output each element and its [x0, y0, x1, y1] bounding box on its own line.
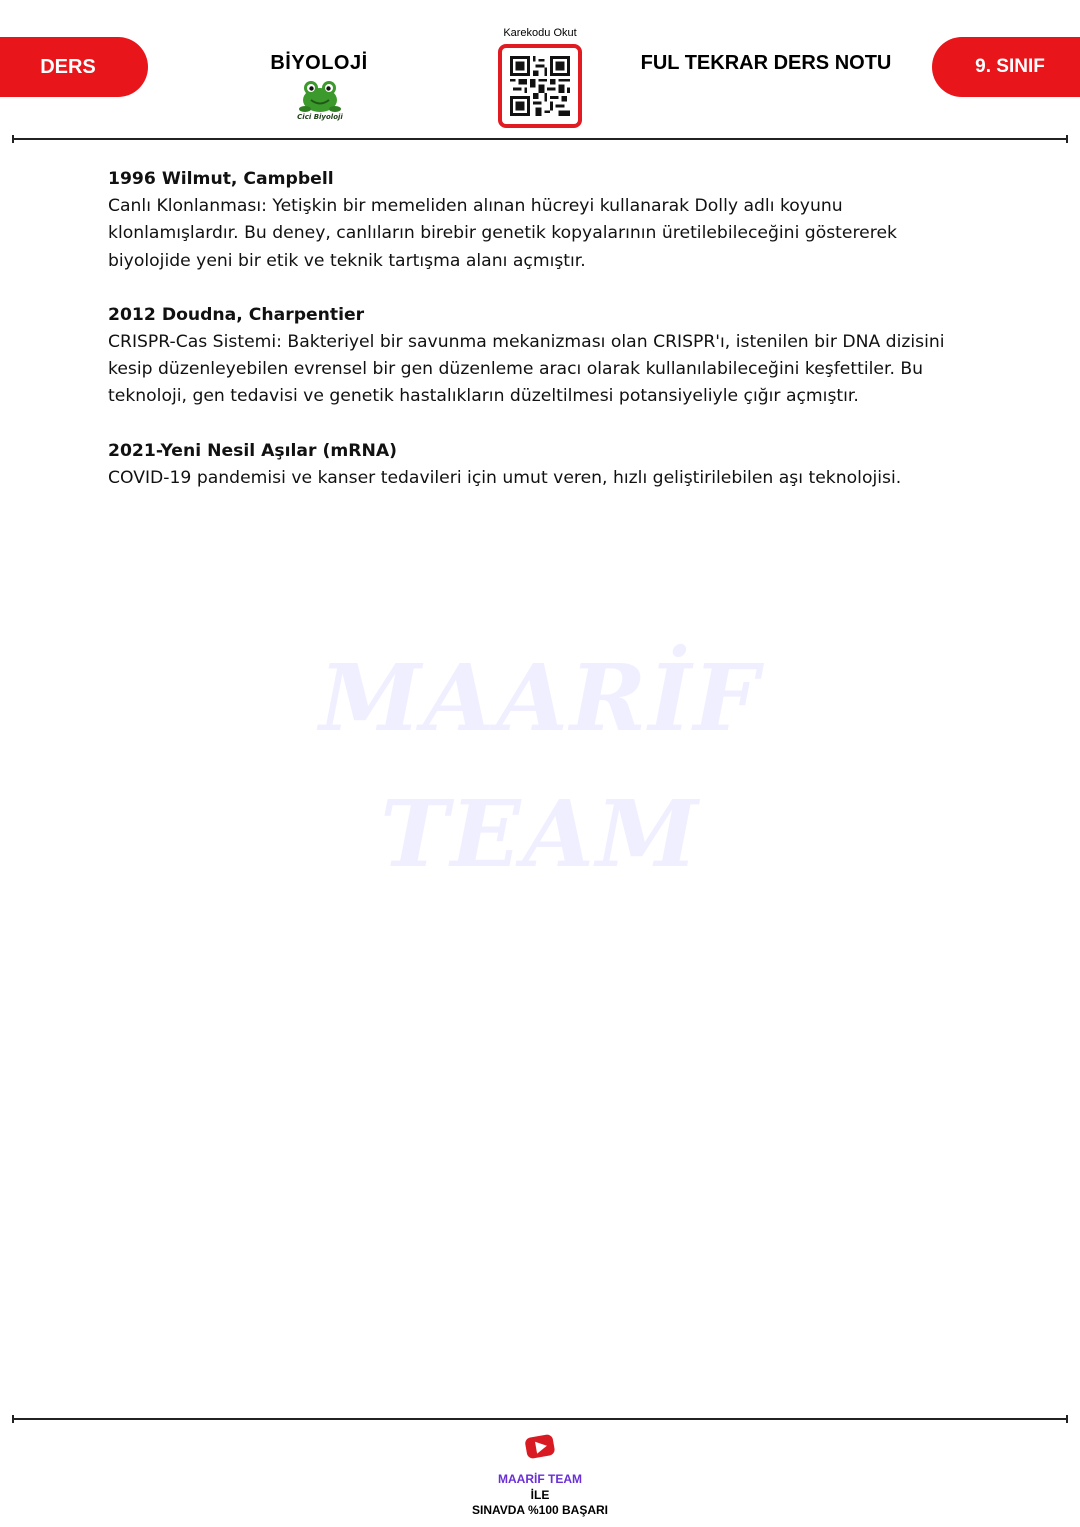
timeline-entry — [108, 166, 978, 275]
timeline-entry — [108, 302, 978, 411]
qr-caption: Karekodu Okut — [503, 27, 577, 39]
timeline-entry — [108, 438, 978, 492]
header-divider — [12, 138, 1068, 140]
subject-title: BİYOLOJİ — [270, 52, 368, 74]
entry-heading: 1996 Wilmut, Campbell — [108, 169, 334, 189]
logo-text: Cici Biyoloji — [297, 113, 343, 121]
document-title: FUL TEKRAR DERS NOTU — [640, 52, 892, 74]
play-button-icon[interactable] — [522, 1432, 558, 1462]
ders-badge-label: DERS — [40, 55, 96, 78]
entry-body: Canlı Klonlanması: Yetişkin bir memeliden alınan hücreyi kullanarak Dolly adlı koyunu klonlamışlardır. Bu deney, canlıların birebir genetik kopyalarının üretilebileceğini göstererek biyolojide yeni bir etik ve teknik tartışma alanı açmıştır. — [108, 196, 897, 271]
entry-heading: 2012 Doudna, Charpentier — [108, 304, 365, 325]
entry-body: COVID-19 pandemisi ve kanser tedavileri için umut veren, hızlı geliştirilebilen aşı teknolojisi. — [108, 467, 902, 488]
footer-line-2: İLE — [530, 1487, 550, 1502]
entry-heading: 2021-Yeni Nesil Aşılar (mRNA) — [108, 440, 398, 461]
watermark-line-1: MAARİF — [319, 644, 761, 752]
footer-divider — [12, 1418, 1068, 1420]
watermark — [290, 630, 790, 902]
grade-badge — [932, 37, 1080, 97]
ders-badge — [0, 37, 148, 97]
notes-content — [108, 166, 978, 519]
qr-code[interactable] — [498, 44, 582, 128]
frog-logo-icon — [294, 76, 346, 122]
footer-slogan — [440, 1472, 640, 1519]
grade-badge-label: 9. SINIF — [975, 56, 1045, 77]
footer-line-3: SINAVDA %100 BAŞARI — [471, 1503, 609, 1517]
qr-code-icon — [510, 56, 570, 116]
watermark-line-2: TEAM — [380, 780, 700, 888]
entry-body: CRISPR-Cas Sistemi: Bakteriyel bir savunma mekanizması olan CRISPR'ı, istenilen bir DNA dizisini kesip düzenleyebilen evrensel bir gen düzenleme aracı olarak kullanılabileceğini keşfettiler. Bu teknoloji, gen tedavisi ve genetik hastalıkların düzeltilmesi potansiyeliyle çığır açmıştır. — [108, 332, 945, 407]
footer-brand: MAARİF TEAM — [498, 1472, 582, 1486]
